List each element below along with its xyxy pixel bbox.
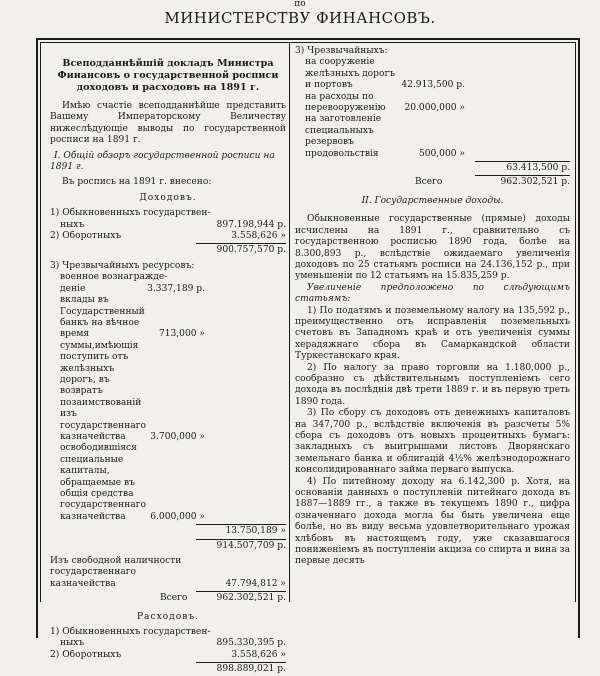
revenue-paragraph-3: 1) По податямъ и поземельному налогу на 135,592 р., преимущественно отъ исправленія поземельныхъ счетовъ въ Западномъ краѣ и отъ увеличенія суммы херадяжнаго сбора въ Самаркандской области Туркестанскаго края.: [295, 305, 570, 362]
turnover-income-value: 3.558,626 »: [231, 231, 286, 242]
rule-line: [196, 539, 286, 540]
rule-line: [196, 662, 286, 663]
extra-expense-label: 3) Чрезвычайныхъ:: [295, 46, 388, 56]
rearmament-label: на расходы по перевооруженію: [305, 91, 386, 114]
food-reserves-value: 500,000 »: [418, 148, 465, 159]
section-2-heading: II. Государственные доходы.: [361, 195, 504, 206]
header-small-word: по: [294, 0, 306, 9]
expense-subtotal: 898.889,021 р.: [216, 664, 286, 675]
rule-line: [196, 591, 286, 592]
expense-heading: Расходовъ.: [136, 611, 200, 622]
included-line: Въ роспись на 1891 г. внесено:: [62, 177, 212, 188]
freed-capital-value: 6.000,000 »: [150, 511, 205, 522]
turnover-expense-label: 2) Оборотныхъ: [50, 649, 122, 660]
income-total-label: Всего: [160, 593, 188, 604]
revenue-paragraph-6: 4) По питейному доходу на 6.142,300 р. Хотя, на основаніи данныхъ о поступленіи питейнаго дохода въ 1887—1889 гг., а также въ текущемъ 1890 г., цифра означеннаго дохода могла бы быть увеличена еще болѣе, но въ виду весьма удовлетворительнаго урожая хлѣбовъ въ настоящемъ году, уже сказавшагося пониженіемъ въ поступленіи акциза со спирта и вина за первые десять: [295, 476, 570, 567]
rule-line: [196, 243, 286, 244]
income-subtotal: 900.757,570 р.: [216, 245, 286, 256]
rule-line: [475, 161, 570, 162]
rule-line: [196, 524, 286, 525]
ordinary-expense-label: 1) Обыкновенныхъ государствен-: [50, 627, 211, 638]
ordinary-income-value: 897.198,944 р.: [216, 219, 286, 230]
war-reward-label: военное вознагражде-: [60, 272, 168, 283]
column-divider: [289, 42, 290, 602]
left-column: [50, 52, 286, 676]
revenue-paragraph-5: 3) По сбору съ доходовъ отъ денежныхъ капиталовъ на 347,700 р., вслѣдствіе включенія въ разсчеты 5% сбора съ доходовъ отъ новыхъ процентныхъ бумагъ: закладныхъ съ выигрышами листовъ Дворянскаго земельнаго банка и облигацій 4½% желѣзнодорожнаго консолидированнаго займа перваго выпуска.: [295, 408, 570, 476]
right-column: [295, 46, 570, 568]
turnover-expense-value: 3.558,626 »: [231, 649, 286, 660]
extra-expense-total: 63.413,500 р.: [506, 163, 570, 174]
war-reward-value: 3.337,189 р.: [147, 283, 205, 294]
deposits-label: вклады въ Государственный банкъ на вѣчное время: [60, 295, 145, 340]
extra-resources-total: 13.750,189 »: [225, 526, 286, 537]
deposits-value: 713,000 »: [158, 329, 205, 340]
revenue-paragraph-4: 2) По налогу за право торговли на 1.180,000 р., сообразно съ дѣйствительнымъ поступленіемъ сего дохода въ послѣднія двѣ трети 1889 г. и въ первую треть 1890 года.: [295, 362, 570, 407]
freed-capital-label: освободившіяся специальные капиталы, обращаемые въ общія средства государственнаго казначейства: [60, 443, 146, 522]
ordinary-expense-cont: ныхъ: [60, 638, 85, 649]
free-cash-value: 47.794,812 »: [225, 578, 286, 589]
railway-construction-value: 42.913,500 р.: [401, 80, 465, 91]
expense-total-value: 962.302,521 р.: [500, 177, 570, 188]
extra-resources-label: 3) Чрезвычайныхъ ресурсовъ:: [50, 260, 195, 271]
section-1-heading: I. Общій обзоръ государственной росписи на 1891 г.: [50, 150, 275, 173]
ordinary-income-label: 1) Обыкновенныхъ государствен-: [50, 208, 211, 219]
railway-construction-label: на сооруженіе желѣзныхъ дорогъ: [305, 57, 395, 79]
revenue-paragraph-1: Обыкновенные государственные (прямые) доходы исчислены на 1891 г., сравнительно съ государственною росписью 1890 года, болѣе на 8.300,893 р., вслѣдствіе ожидаемаго увеличенія доходовъ по 25 статьямъ росписи на 24.136,152 р., при уменьшеніи по 12 статьямъ на 15.835,259 р.: [295, 214, 570, 282]
ordinary-expense-value: 895.330,395 р.: [216, 638, 286, 649]
intro-paragraph: Имѣю счастіе всеподданнѣйше представить Вашему Императорскому Величеству нижеслѣдующіе выводы по государственной росписи на 1891 г.: [50, 101, 286, 146]
railway-construction-cont: и портовъ: [305, 80, 353, 91]
revenue-paragraph-2: Увеличеніе предположено по слѣдующимъ статьямъ:: [295, 282, 570, 305]
income-heading: Доходовъ.: [139, 192, 197, 203]
ordinary-income-cont: ныхъ: [60, 219, 85, 230]
food-reserves-label: на заготовленіе специальныхъ резервовъ продовольствія: [305, 114, 382, 159]
report-title: Всеподданнѣйшій докладъ Министра Финансовъ о государственной росписи доходовъ и расходовъ на 1891 г.: [57, 58, 279, 93]
income-subtotal-2: 914.507,709 р.: [216, 540, 286, 551]
expense-total-label: Всего: [415, 177, 443, 188]
railway-sums-value: 3.700,000 »: [150, 431, 205, 442]
war-reward-cont: деніе: [60, 283, 86, 294]
rearmament-value: 20.000,000 »: [404, 103, 465, 114]
free-cash-label: Изъ свободной наличности государственнаго казначейства: [50, 556, 182, 589]
income-total-value: 962.302,521 р.: [216, 593, 286, 604]
rule-line: [475, 175, 570, 176]
page-header-title: МИНИСТЕРСТВУ ФИНАНСОВЪ.: [164, 9, 436, 27]
turnover-income-label: 2) Оборотныхъ: [50, 231, 122, 242]
railway-sums-label: суммы,имѣющія поступить отъ желѣзныхъ дорогъ, въ возвратъ позаимствованій изъ государственнаго казначейства: [60, 340, 146, 442]
